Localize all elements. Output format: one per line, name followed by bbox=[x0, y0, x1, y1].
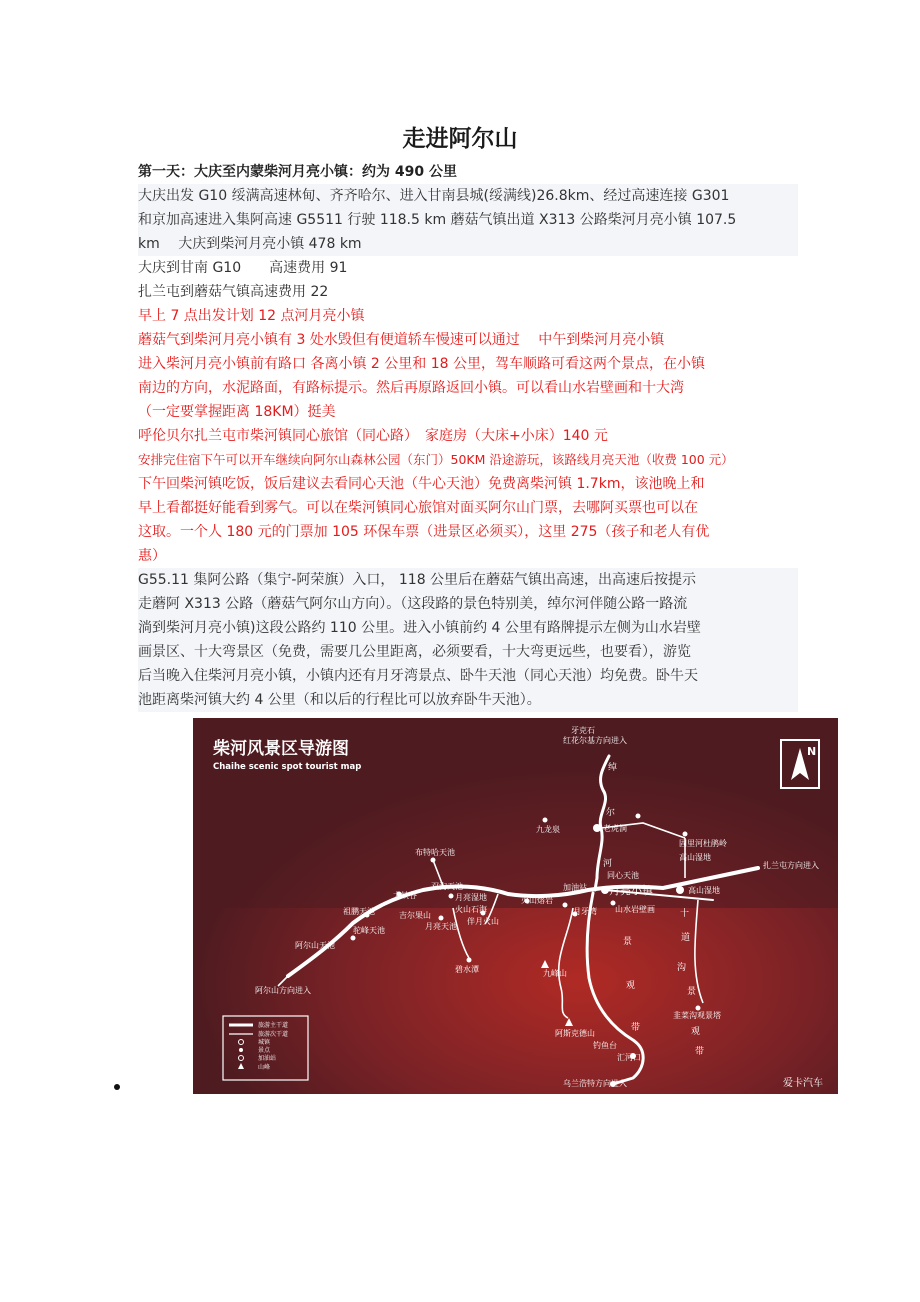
svg-text:景: 景 bbox=[687, 987, 697, 997]
guide-line-6: 池距离柴河镇大约 4 公里（和以后的行程比可以放弃卧牛天池）。 bbox=[138, 688, 798, 712]
label-butehaha: 布特哈天池 bbox=[415, 848, 455, 857]
label-wulante: 乌兰浩特方向进入 bbox=[563, 1079, 627, 1088]
svg-text:N: N bbox=[807, 745, 817, 758]
guide-line-5: 后当晚入住柴河月亮小镇，小镇内还有月牙湾景点、卧牛天池（同心天池）均免费。卧牛天 bbox=[138, 664, 798, 688]
svg-text:景: 景 bbox=[623, 937, 633, 947]
svg-text:尔: 尔 bbox=[606, 808, 616, 818]
label-honghuaerji: 红花尔基方向进入 bbox=[563, 736, 627, 745]
plan-line-9: 早上看都挺好能看到雾气。可以在柴河镇同心旅馆对面买阿尔山门票，去哪阿买票也可以在 bbox=[138, 500, 698, 516]
label-jiayouzhan: 加油站 bbox=[563, 883, 587, 892]
svg-text:绰: 绰 bbox=[608, 763, 618, 773]
plan-line-4: 南边的方向，水泥路面，有路标提示。然后再原路返回小镇。可以看山水岩壁画和十大湾 bbox=[138, 380, 684, 396]
svg-text:加油站: 加油站 bbox=[258, 1055, 277, 1062]
svg-text:河: 河 bbox=[603, 859, 613, 869]
label-gaoshanshidi2: 高山湿地 bbox=[688, 886, 720, 895]
svg-text:沟: 沟 bbox=[677, 963, 687, 973]
label-huihekou: 汇河口 bbox=[617, 1053, 641, 1062]
day1-heading: 第一天：大庆至内蒙柴河月亮小镇：约为 490 公里 bbox=[138, 164, 457, 180]
guide-line-4: 画景区、十大弯景区（免费，需要几公里距离，必须要看，十大弯更远些，也要看），游览 bbox=[138, 640, 798, 664]
label-jiucaigou: 韭菜沟观景塔 bbox=[673, 1011, 721, 1020]
label-shanshui: 山水岩壁画 bbox=[615, 905, 655, 914]
route-line-2: 和京加高速进入集阿高速 G5511 行驶 118.5 km 蘑菇气镇出道 X313 公路柴河月亮小镇 107.5 bbox=[138, 208, 798, 232]
watermark-text: 爱卡汽车 bbox=[783, 1078, 823, 1089]
label-banyue: 伴月火山 bbox=[467, 917, 499, 926]
plan-line-3: 进入柴河月亮小镇前有路口 各离小镇 2 公里和 18 公里，驾车顺路可看这两个景点，在小镇 bbox=[138, 356, 705, 372]
label-yueyawan: 月牙湾 bbox=[573, 907, 597, 916]
svg-text:旅游次干道: 旅游次干道 bbox=[258, 1031, 289, 1038]
label-tongxin: 同心天池 bbox=[607, 871, 639, 880]
label-aershan-entry: 阿尔山方向进入 bbox=[255, 986, 311, 995]
plan-line-11: 惠） bbox=[138, 548, 166, 564]
svg-text:山峰: 山峰 bbox=[258, 1064, 271, 1071]
label-jiulongquan: 九龙泉 bbox=[536, 825, 560, 834]
plan-line-10: 这取。一个人 180 元的门票加 105 环保车票（进景区必须买），这里 275（孩子和老人有优 bbox=[138, 524, 710, 540]
plan-line-5: （一定要掌握距离 18KM）挺美 bbox=[138, 404, 336, 420]
guide-line-1: G55.11 集阿公路（集宁-阿荣旗）入口， 118 公里后在蘑菇气镇出高速，出高速后按提示 bbox=[138, 568, 798, 592]
tourist-map bbox=[193, 718, 838, 1094]
plan-line-7: 安排完住宿下午可以开车继续向阿尔山森林公园（东门）50KM 沿途游玩，该路线月亮天池（收费 100 元） bbox=[138, 452, 734, 467]
plan-line-8: 下午回柴河镇吃饭，饭后建议去看同心天池（牛心天池）免费离柴河镇 1.7km，该池晚上和 bbox=[138, 476, 705, 492]
guide-line-3: 淌到柴河月亮小镇)这段公路约 110 公里。进入小镇前约 4 公里有路牌提示左侧为山水岩壁 bbox=[138, 616, 798, 640]
tourist-map-svg bbox=[193, 718, 838, 1094]
label-asikede: 阿斯克德山 bbox=[555, 1029, 595, 1038]
label-bishuitan: 碧水潭 bbox=[455, 965, 479, 974]
label-huoshan: 火山熔岩 bbox=[521, 896, 553, 905]
route-line-5: 扎兰屯到蘑菇气镇高速费用 22 bbox=[138, 284, 329, 300]
plan-line-6: 呼伦贝尔扎兰屯市柴河镇同心旅馆（同心路） 家庭房（大床+小床）140 元 bbox=[138, 428, 608, 444]
map-title-en: Chaihe scenic spot tourist map bbox=[213, 762, 362, 772]
map-title-cn: 柴河风景区导游图 bbox=[213, 739, 349, 759]
label-zhalantun: 扎兰屯方向进入 bbox=[763, 861, 819, 870]
svg-text:道: 道 bbox=[681, 933, 691, 943]
plan-line-1: 早上 7 点出发计划 12 点河月亮小镇 bbox=[138, 308, 365, 324]
plan-line-2: 蘑菇气到柴河月亮小镇有 3 处水毁但有便道轿车慢速可以通过 中午到柴河月亮小镇 bbox=[138, 332, 665, 348]
list-bullet bbox=[114, 1084, 120, 1090]
svg-text:观: 观 bbox=[626, 981, 636, 991]
label-yueliangshidi: 月亮湿地 bbox=[455, 893, 487, 902]
svg-text:景点: 景点 bbox=[258, 1047, 271, 1054]
guide-line-2: 走蘑阿 X313 公路（蘑菇气阿尔山方向）。（这段路的景色特别美，绰尔河伴随公路一路流 bbox=[138, 592, 798, 616]
label-gulihe: 固里河杜鹃岭 bbox=[679, 839, 727, 848]
svg-text:十: 十 bbox=[680, 909, 690, 919]
label-gaoshanshidi1: 高山湿地 bbox=[679, 853, 711, 862]
label-aershan-tianchi: 阿尔山天池 bbox=[295, 941, 335, 950]
svg-text:旅游主干道: 旅游主干道 bbox=[258, 1022, 289, 1029]
article-body bbox=[138, 160, 798, 712]
label-jiufengshan: 九峰山 bbox=[543, 969, 567, 978]
label-shuanggou: 双沟天池 bbox=[431, 882, 463, 891]
route-line-3: km 大庆到柴河月亮小镇 478 km bbox=[138, 232, 798, 256]
page-title: 走进阿尔山 bbox=[402, 126, 518, 152]
label-diaoyutai: 钓鱼台 bbox=[593, 1041, 617, 1050]
label-yueliangtianchi: 月亮天池 bbox=[425, 922, 457, 931]
svg-text:带: 带 bbox=[631, 1023, 641, 1033]
route-line-4: 大庆到甘南 G10 高速费用 91 bbox=[138, 260, 348, 276]
label-yueliang-town: 月亮小镇 bbox=[609, 884, 653, 897]
label-huoshanshihai: 火山石海 bbox=[455, 905, 487, 914]
svg-text:带: 带 bbox=[695, 1047, 705, 1057]
label-yakeshi: 牙克石 bbox=[571, 726, 595, 735]
svg-text:城镇: 城镇 bbox=[258, 1039, 271, 1046]
label-zhaomu: 祖鹏天池 bbox=[343, 907, 375, 916]
label-jierguo: 吉尔果山 bbox=[399, 911, 431, 920]
route-line-1: 大庆出发 G10 绥满高速林甸、齐齐哈尔、进入甘南县城(绥满线)26.8km、经过高速连接 G301 bbox=[138, 184, 798, 208]
label-tuofeng: 驼峰天池 bbox=[353, 926, 385, 935]
svg-text:观: 观 bbox=[691, 1027, 701, 1037]
label-daxiagu: 大峡谷 bbox=[393, 891, 417, 900]
label-laohudong: 老虎洞 bbox=[603, 824, 627, 833]
